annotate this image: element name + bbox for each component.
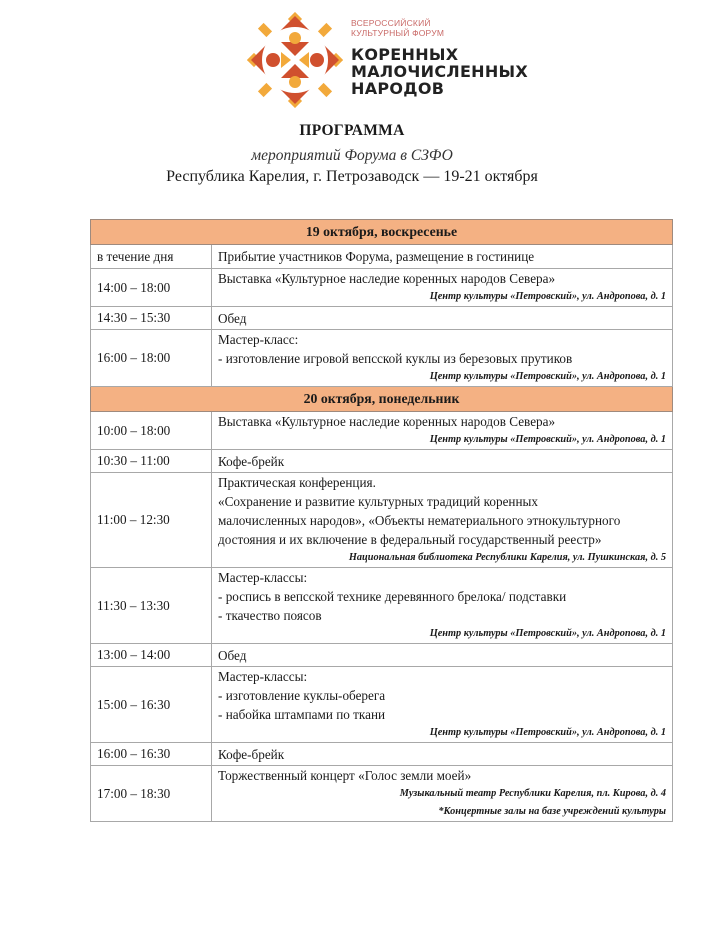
logo-title-line2: МАЛОЧИСЛЕННЫХ: [351, 62, 529, 81]
event-line: - изготовление куклы-оберега: [218, 688, 386, 703]
time-cell: 17:00 – 18:30: [91, 766, 212, 822]
table-row: [91, 473, 673, 568]
table-row: [91, 644, 673, 667]
time-cell: 14:30 – 15:30: [91, 307, 212, 330]
event-line: Мастер-классы:: [218, 669, 308, 684]
day-header: 19 октября, воскресенье: [91, 220, 673, 245]
logo-title-line3: НАРОДОВ: [351, 79, 445, 98]
time-cell: 11:30 – 13:30: [91, 568, 212, 644]
venue-address: Центр культуры «Петровский», ул. Андропова, д. 1: [429, 371, 666, 382]
time-cell: 11:00 – 12:30: [91, 473, 212, 568]
venue-address: Центр культуры «Петровский», ул. Андропова, д. 1: [429, 628, 666, 639]
event-line: Торжественный концерт «Голос земли моей»: [218, 768, 472, 783]
event-line: Кофе-брейк: [218, 453, 285, 469]
table-row: [91, 269, 673, 307]
venue-address: Центр культуры «Петровский», ул. Андропова, д. 1: [429, 434, 666, 445]
day-header: 20 октября, понедельник: [91, 387, 673, 412]
time-cell: 15:00 – 16:30: [91, 667, 212, 743]
event-line: - ткачество поясов: [218, 608, 322, 623]
time-cell: 16:00 – 16:30: [91, 743, 212, 766]
logo-title-line1: КОРЕННЫХ: [351, 45, 459, 64]
event-line: Практическая конференция.: [218, 475, 376, 490]
program-table: [90, 219, 673, 822]
event-location: Республика Карелия, г. Петрозаводск — 19-21 октября: [166, 168, 538, 185]
venue-address: Национальная библиотека Республики Карелия, ул. Пушкинская, д. 5: [348, 552, 666, 563]
event-line: Выставка «Культурное наследие коренных народов Севера»: [218, 414, 556, 429]
table-row: [91, 743, 673, 766]
event-line: «Сохранение и развитие культурных традиций коренных: [218, 494, 539, 509]
day-header-row: [91, 220, 673, 245]
logo-subtitle-line2: КУЛЬТУРНЫЙ ФОРУМ: [351, 28, 445, 38]
forum-logo: [247, 12, 529, 108]
event-line: - роспись в вепсской технике деревянного брелока/ подставки: [218, 589, 567, 604]
page-title: ПРОГРАММА: [299, 122, 405, 139]
table-row: [91, 568, 673, 644]
table-row: [91, 245, 673, 269]
time-cell: 13:00 – 14:00: [91, 644, 212, 667]
time-cell: 10:30 – 11:00: [91, 450, 212, 473]
event-line: Выставка «Культурное наследие коренных народов Севера»: [218, 271, 556, 286]
forum-ornament-icon: [247, 12, 343, 108]
table-row: [91, 766, 673, 822]
table-row: [91, 667, 673, 743]
table-row: [91, 307, 673, 330]
day-header-row: [91, 387, 673, 412]
event-line: Обед: [218, 647, 247, 663]
venue-address: Музыкальный театр Республики Карелия, пл. Кирова, д. 4: [399, 788, 666, 799]
venue-note: *Концертные залы на базе учреждений культуры: [438, 806, 666, 817]
venue-address: Центр культуры «Петровский», ул. Андропова, д. 1: [429, 727, 666, 738]
event-line: Обед: [218, 310, 247, 326]
time-cell: 14:00 – 18:00: [91, 269, 212, 307]
event-line: достояния и их включение в федеральный государственный реестр»: [218, 532, 602, 547]
time-cell: 10:00 – 18:00: [91, 412, 212, 450]
table-row: [91, 330, 673, 387]
time-cell: 16:00 – 18:00: [91, 330, 212, 387]
event-line: Кофе-брейк: [218, 746, 285, 762]
event-line: - изготовление игровой вепсской куклы из березовых прутиков: [218, 351, 573, 366]
event-line: Мастер-классы:: [218, 570, 308, 585]
venue-address: Центр культуры «Петровский», ул. Андропова, д. 1: [429, 291, 666, 302]
table-row: [91, 450, 673, 473]
event-line: - набойка штампами по ткани: [218, 707, 386, 722]
time-cell: в течение дня: [91, 245, 212, 269]
event-line: Прибытие участников Форума, размещение в гостинице: [218, 249, 535, 264]
logo-subtitle-line1: ВСЕРОССИЙСКИЙ: [351, 18, 431, 28]
table-row: [91, 412, 673, 450]
page-subtitle: мероприятий Форума в СЗФО: [251, 147, 453, 164]
event-line: Мастер-класс:: [218, 332, 299, 347]
event-line: малочисленных народов», «Объекты нематериального этнокультурного: [218, 513, 621, 528]
